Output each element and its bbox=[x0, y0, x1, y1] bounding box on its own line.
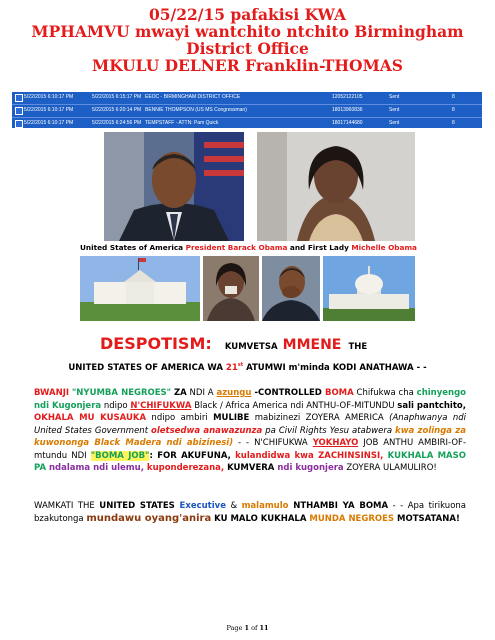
caption-part: and First Lady bbox=[287, 243, 352, 252]
text-run: KUMVERA bbox=[224, 463, 278, 473]
title-line-1: 05/22/15 pafakisi KWA bbox=[148, 5, 347, 24]
sent-cell: 5/22/2015 6:20:14 PM bbox=[92, 107, 142, 113]
title-line-3: District Office bbox=[186, 39, 309, 58]
text-run: NDI A bbox=[186, 388, 217, 398]
text-run: OKHALA MU KUSAUKA bbox=[34, 413, 147, 423]
received-cell: 5/22/2015 6:10:17 PM bbox=[24, 107, 74, 113]
text-run: malamulo bbox=[241, 501, 289, 511]
text-run: kulandidwa kwa ZACHINSINSI, bbox=[235, 450, 384, 461]
text-run: oletsedwa anawazunza bbox=[151, 425, 263, 436]
fax-log-table bbox=[12, 92, 482, 128]
caption-part: United States of America bbox=[80, 243, 186, 252]
text-run: mundawu oyang'anira bbox=[86, 512, 212, 524]
subheading-number: 21 bbox=[225, 362, 238, 373]
despotism-word: DESPOTISM: bbox=[100, 334, 212, 353]
page-total: 11 bbox=[259, 624, 269, 632]
subheading-part: ATUMWI m'minda KODI ANATHAWA - - bbox=[243, 362, 427, 373]
page-label: Page bbox=[226, 624, 245, 632]
status-cell: Sent bbox=[389, 94, 400, 100]
text-run: - - Apa tirikuona bzakutonga bbox=[34, 501, 466, 524]
text-run: KUKHALA MASO PA bbox=[34, 450, 466, 473]
status-cell: Sent bbox=[389, 120, 400, 126]
president-photo bbox=[104, 132, 244, 241]
kumvetsa-word: KUMVETSA bbox=[224, 342, 278, 352]
text-run: ndalama ndi ulemu, bbox=[49, 463, 144, 473]
paragraph-2 bbox=[34, 500, 466, 525]
subheading bbox=[20, 362, 475, 373]
pages-cell: 8 bbox=[452, 94, 455, 100]
paragraph-1 bbox=[34, 387, 466, 475]
despotism-heading bbox=[100, 334, 430, 353]
sent-cell: 5/22/2015 6:15:17 PM bbox=[92, 94, 142, 100]
text-run: MUNDA NEGROES bbox=[309, 513, 395, 524]
number-cell: 12052122105 bbox=[332, 94, 363, 100]
text-run: chinyengo ndi Kugonjera bbox=[34, 388, 466, 411]
title-line-4: MKULU DELNER Franklin-THOMAS bbox=[92, 56, 403, 75]
text-run: ZOYERA ULAMULIRO! bbox=[343, 463, 437, 473]
recipient-cell: EEOC - BIRMINGHAM DISTRICT OFFICE bbox=[145, 94, 241, 100]
status-cell: Sent bbox=[389, 107, 400, 113]
white-house-photo bbox=[80, 256, 200, 321]
the-word: THE bbox=[348, 342, 368, 352]
text-run: Chifukwa cha bbox=[353, 388, 417, 398]
of-label: of bbox=[249, 624, 260, 632]
first-lady-photo bbox=[257, 132, 415, 241]
text-run: MOTSATANA! bbox=[394, 513, 460, 524]
text-run: sali pantchito, bbox=[397, 400, 466, 411]
photo-caption bbox=[80, 241, 415, 254]
row-checkbox[interactable] bbox=[15, 120, 23, 128]
recipient-cell: TEMPSTAFF - ATTN: Pam Quick bbox=[145, 120, 219, 126]
text-run: Executive bbox=[174, 501, 226, 511]
row-checkbox[interactable] bbox=[15, 94, 23, 102]
text-run: -CONTROLLED bbox=[251, 388, 325, 398]
pages-cell: 8 bbox=[452, 107, 455, 113]
text-run: KU MALO KUKHALA bbox=[211, 513, 310, 524]
caption-first-lady: Michelle Obama bbox=[351, 243, 417, 252]
text-run: "NYUMBA NEGROES" bbox=[71, 388, 172, 398]
text-run: WAMKATI THE bbox=[34, 501, 100, 511]
text-run: YOKHAYO bbox=[312, 438, 359, 448]
text-run: UNITED STATES bbox=[99, 501, 175, 511]
received-cell: 5/22/2015 6:10:17 PM bbox=[24, 120, 74, 126]
received-cell: 5/22/2015 6:10:17 PM bbox=[24, 94, 74, 100]
fax-log-row bbox=[12, 92, 482, 105]
pages-cell: 8 bbox=[452, 120, 455, 126]
title-line-2: MPHAMVU mwayi wantchito ntchito Birmingham bbox=[31, 22, 464, 41]
text-run: "BOMA JOB" bbox=[90, 450, 150, 461]
number-cell: 18017144680 bbox=[332, 120, 363, 126]
text-run: ZA bbox=[173, 388, 187, 398]
mmene-word: MMENE bbox=[282, 337, 342, 353]
page-footer bbox=[0, 624, 495, 632]
fax-log-row bbox=[12, 105, 482, 118]
michelle-obama-photo bbox=[203, 256, 259, 321]
text-run: (Anaphwanya ndi United States Government bbox=[34, 413, 466, 436]
recipient-cell: BENNIE THOMPSON (US MS Congressman) bbox=[145, 107, 247, 113]
row-checkbox[interactable] bbox=[15, 107, 23, 115]
text-run: ndipo bbox=[101, 400, 131, 411]
page-number: 1 bbox=[244, 624, 250, 632]
text-run: Black / Africa America ndi ANTHU-OF-MITUNDU bbox=[191, 400, 398, 411]
text-run: & bbox=[225, 501, 242, 511]
text-run: mabizinezi ZOYERA AMERICA bbox=[249, 413, 390, 423]
subheading-part: UNITED STATES OF AMERICA WA bbox=[68, 362, 226, 373]
fax-log-row bbox=[12, 118, 482, 130]
text-run: : FOR AKUFUNA, bbox=[149, 450, 236, 461]
text-run: NTHAMBI YA BOMA bbox=[288, 501, 389, 511]
text-run: N'CHIFUKWA bbox=[130, 400, 192, 411]
subheading-sup: st bbox=[237, 362, 244, 368]
text-run: BWANJI bbox=[34, 388, 70, 398]
text-run: BOMA bbox=[324, 388, 354, 398]
text-run: azungu bbox=[216, 388, 252, 398]
sent-cell: 5/22/2015 6:24:56 PM bbox=[92, 120, 142, 126]
capitol-photo bbox=[323, 256, 415, 321]
text-run: kwa zolinga za kuwononga Black Madera ndi abizinesi) bbox=[34, 425, 466, 448]
text-run: ndi kugonjera bbox=[277, 463, 344, 473]
text-run: kuponderezana, bbox=[143, 463, 225, 473]
text-run: pa Civil Rights Yesu atabwera bbox=[262, 425, 396, 436]
number-cell: 18013960836 bbox=[332, 107, 363, 113]
obama-reaction-photo bbox=[262, 256, 320, 321]
text-run: - - N'CHIFUKWA bbox=[233, 438, 313, 448]
text-run: MULIBE bbox=[213, 413, 250, 423]
text-run: ndipo ambiri bbox=[146, 413, 214, 423]
text-run: JOB ANTHU AMBIRI-OF-mtundu NDI bbox=[34, 438, 467, 461]
caption-president: President Barack Obama bbox=[185, 243, 288, 252]
